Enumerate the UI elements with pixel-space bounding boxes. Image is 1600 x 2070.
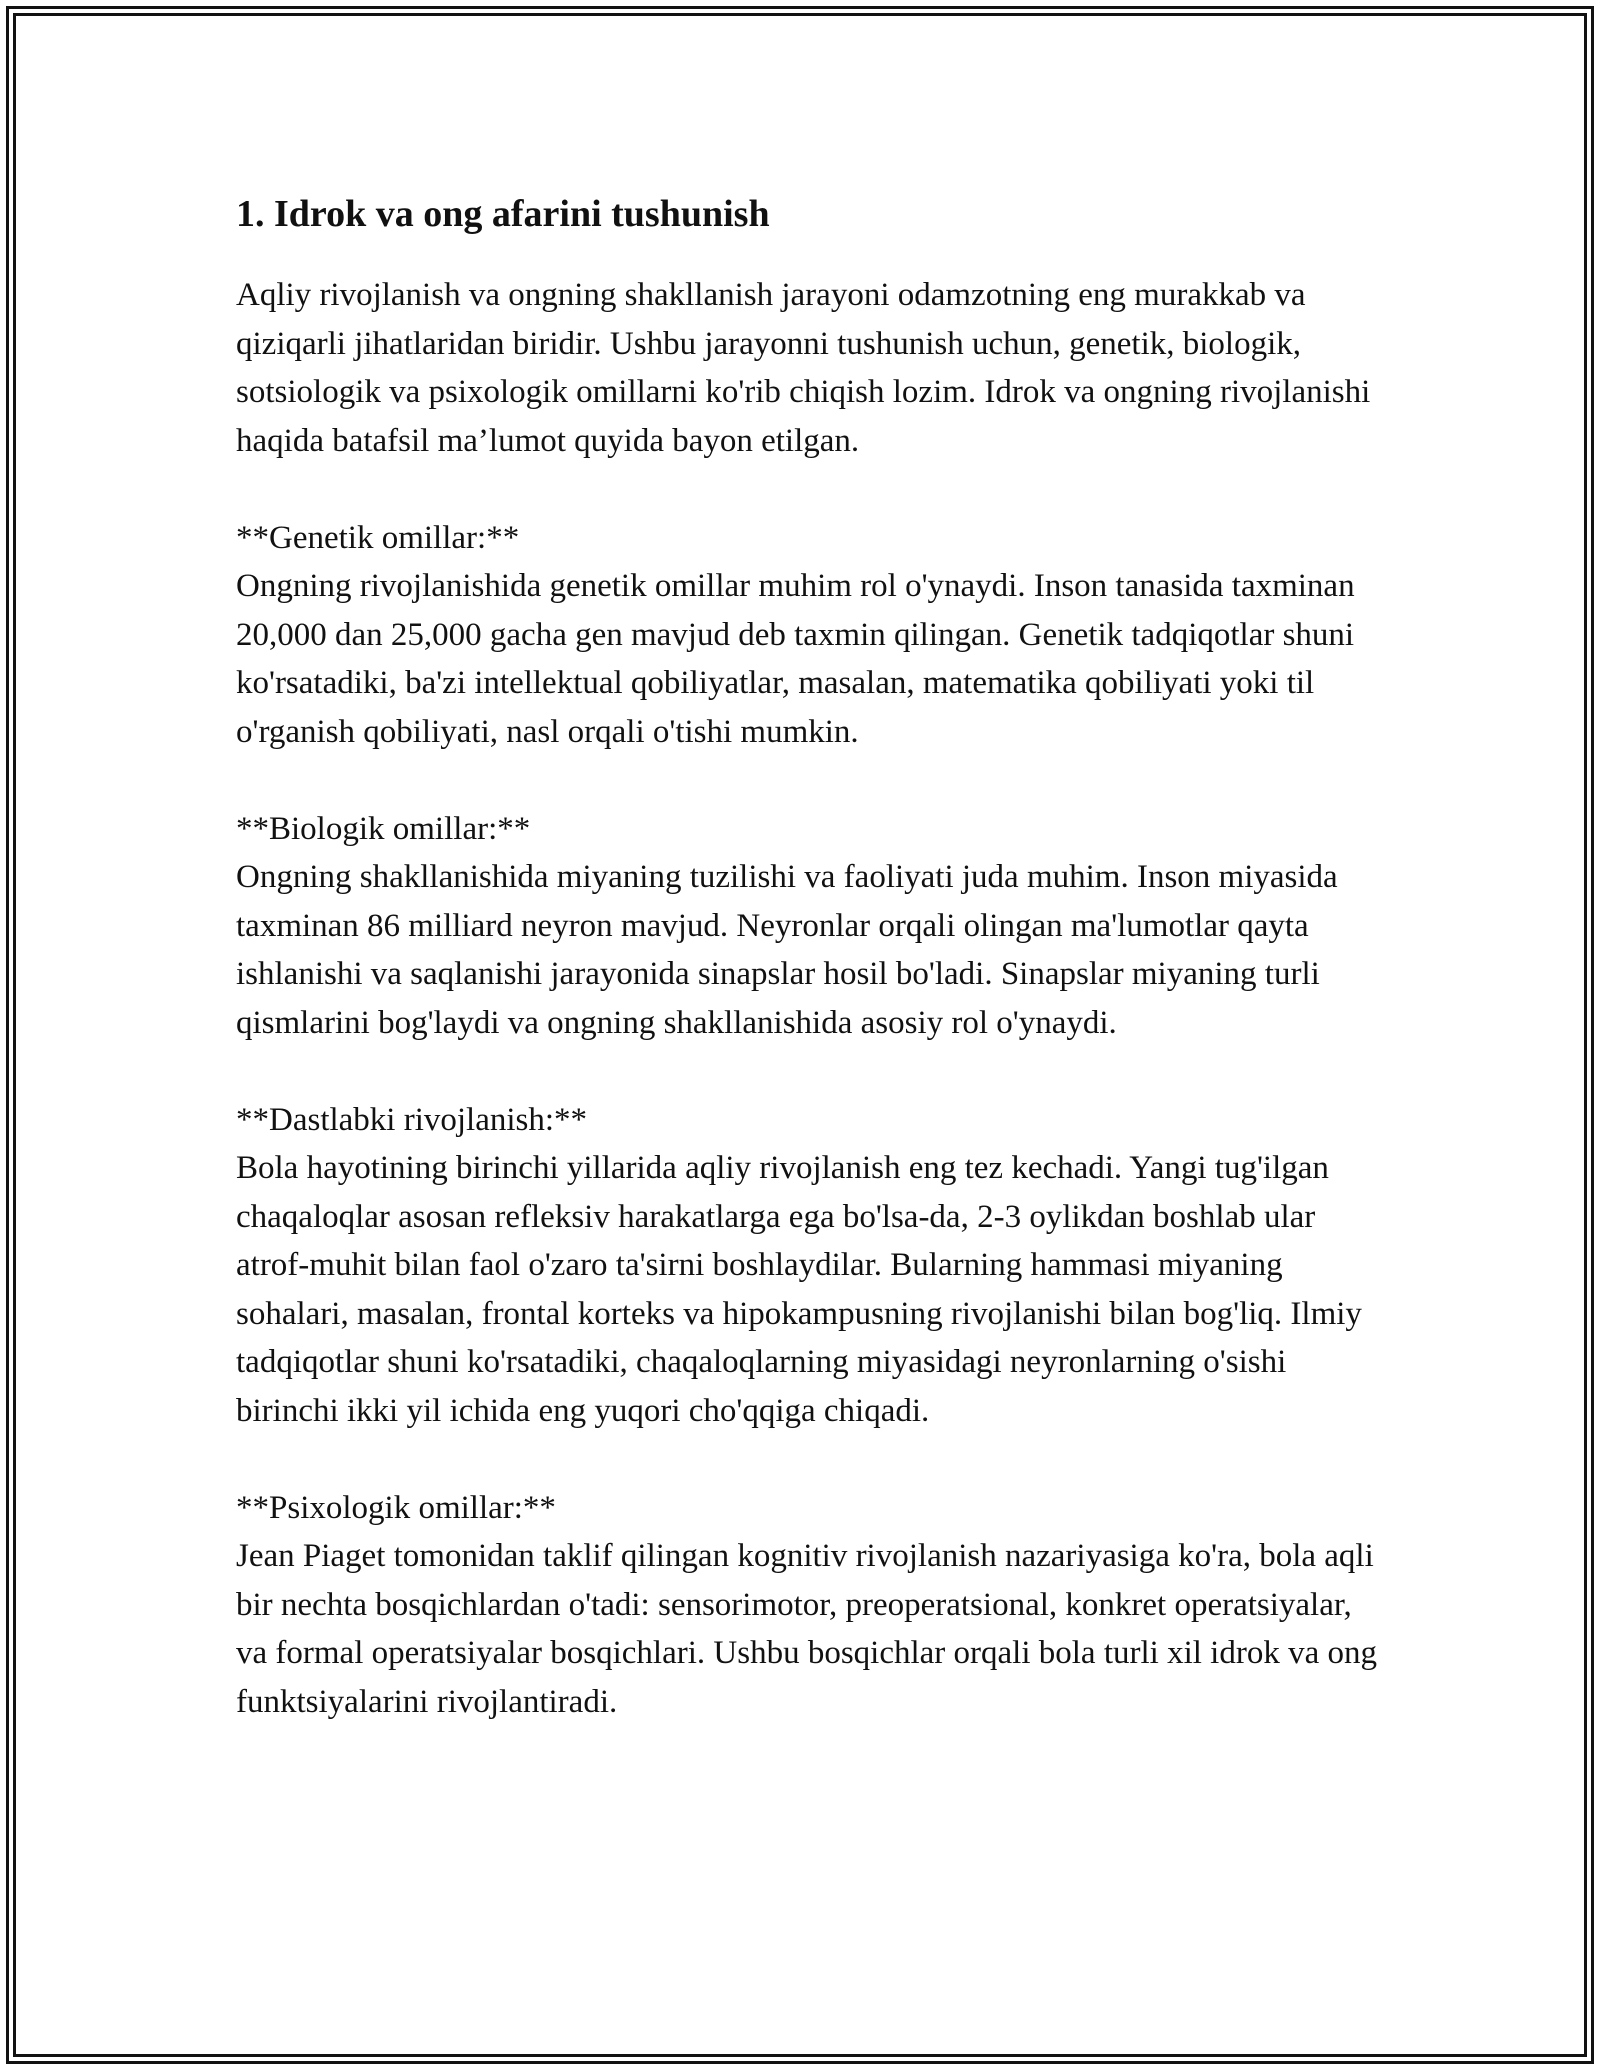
section-psychological — [236, 1484, 1386, 1727]
section-early-development — [236, 1096, 1386, 1436]
section-title: **Psixologik omillar:** — [236, 1489, 556, 1526]
paragraph-gap — [236, 465, 1386, 514]
document-content — [236, 185, 1386, 1726]
section-title: **Dastlabki rivojlanish:** — [236, 1101, 588, 1138]
paragraph-gap — [236, 1047, 1386, 1096]
section-biological — [236, 805, 1386, 1048]
section-body: Ongning rivojlanishida genetik omillar muhim rol o'ynaydi. Inson tanasida taxminan 20,000 dan 25,000 gacha gen mavjud deb taxmin qilingan. Genetik tadqiqotlar shuni ko'rsatadiki, ba'zi intellektual qobiliyatlar, masalan, matematika qobiliyati yoki til o'rganish qobiliyati, nasl orqali o'tishi mumkin. — [236, 568, 1355, 750]
section-genetic — [236, 514, 1386, 757]
paragraph-gap — [236, 1435, 1386, 1484]
paragraph-gap — [236, 756, 1386, 805]
section-title: **Biologik omillar:** — [236, 810, 531, 847]
document-heading: 1. Idrok va ong afarini tushunish — [236, 193, 770, 235]
intro-paragraph: Aqliy rivojlanish va ongning shakllanish jarayoni odamzotning eng murakkab va qiziqarli jihatlaridan biridir. Ushbu jarayonni tushunish uchun, genetik, biologik, sotsiologik va psixologik omillarni ko'rib chiqish lozim. Idrok va ongning rivojlanishi haqida batafsil ma’lumot quyida bayon etilgan. — [236, 277, 1371, 459]
section-body: Ongning shakllanishida miyaning tuzilishi va faoliyati juda muhim. Inson miyasida taxminan 86 milliard neyron mavjud. Neyronlar orqali olingan ma'lumotlar qayta ishlanishi va saqlanishi jarayonida sinapslar hosil bo'ladi. Sinapslar miyaning turli qismlarini bog'laydi va ongning shakllanishida asosiy rol o'ynaydi. — [236, 859, 1338, 1041]
section-body: Jean Piaget tomonidan taklif qilingan kognitiv rivojlanish nazariyasiga ko'ra, bola aqli bir nechta bosqichlardan o'tadi: sensorimotor, preoperatsional, konkret operatsiyalar, va formal operatsiyalar bosqichlari. Ushbu bosqichlar orqali bola turli xil idrok va ong funktsiyalarini rivojlantiradi. — [236, 1538, 1377, 1720]
section-title: **Genetik omillar:** — [236, 519, 520, 556]
section-body: Bola hayotining birinchi yillarida aqliy rivojlanish eng tez kechadi. Yangi tug'ilgan chaqaloqlar asosan refleksiv harakatlarga ega bo'lsa-da, 2-3 oylikdan boshlab ular atrof-muhit bilan faol o'zaro ta'sirni boshlaydilar. Bularning hammasi miyaning sohalari, masalan, frontal korteks va hipokampusning rivojlanishi bilan bog'liq. Ilmiy tadqiqotlar shuni ko'rsatadiki, chaqaloqlarning miyasidagi neyronlarning o'sishi birinchi ikki yil ichida eng yuqori cho'qqiga chiqadi. — [236, 1150, 1362, 1429]
